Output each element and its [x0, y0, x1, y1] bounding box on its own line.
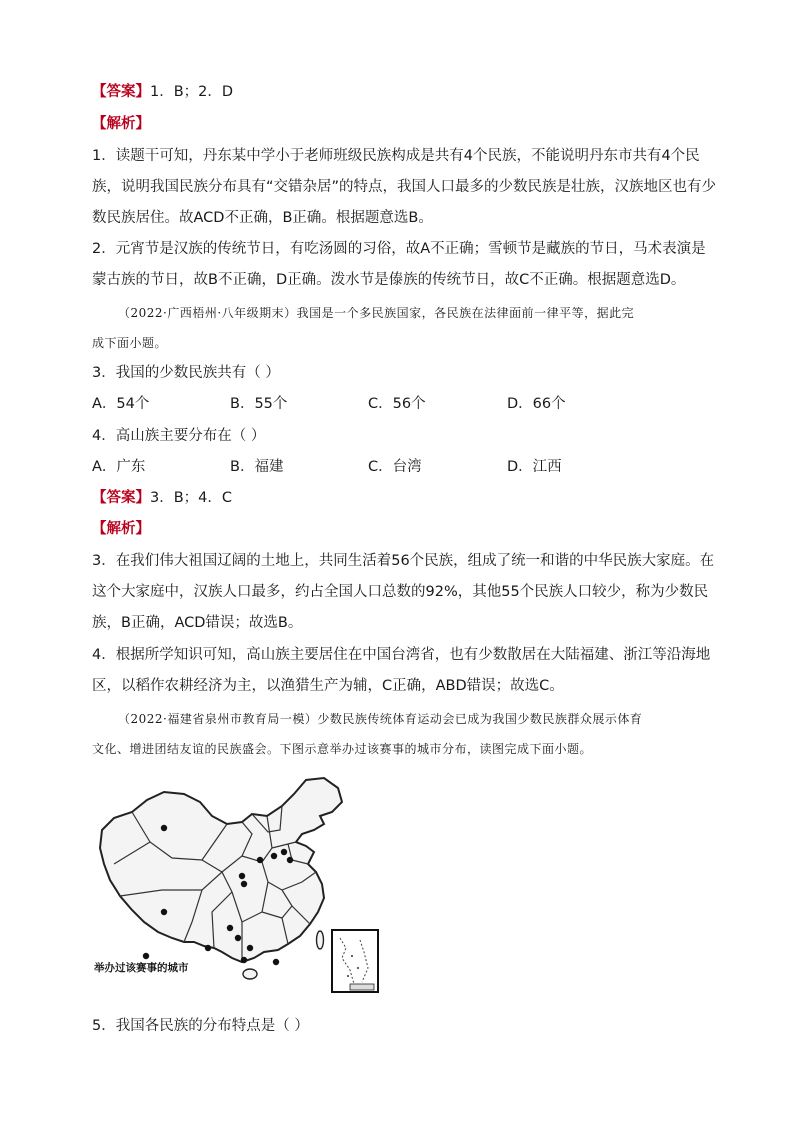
- city-dot: [161, 825, 167, 831]
- city-dot: [143, 953, 149, 959]
- answer-line-1: [92, 82, 233, 102]
- city-dot: [227, 925, 233, 931]
- q3-option-a: A．54个: [92, 396, 150, 412]
- answer-label: 【答案】: [92, 84, 150, 100]
- china-map-svg: [92, 772, 392, 994]
- hainan-island: [243, 969, 257, 979]
- analysis-4-line-2: 区，以稻作农耕经济为主，以渔猎生产为辅，C正确，ABD错误；故选C。: [92, 678, 564, 694]
- city-dot: [271, 853, 277, 859]
- question-intro-1-line-1: （2022·广西梧州·八年级期末）我国是一个多民族国家，各民族在法律面前一律平等，据此完: [118, 306, 635, 320]
- china-outline: [100, 778, 342, 962]
- analysis-label: 【解析】: [92, 116, 150, 132]
- analysis-label-2: 【解析】: [92, 521, 150, 537]
- city-dot: [287, 857, 293, 863]
- answer-text-2: 3．B；4．C: [150, 490, 233, 506]
- map-legend-label: 举办过该赛事的城市: [94, 962, 189, 974]
- analysis-3-line-2: 这个大家庭中，汉族人口最多，约占全国人口总数的92%，其他55个民族人口较少，称为少数民: [92, 584, 709, 600]
- q4-option-b: B．福建: [230, 459, 284, 475]
- question-4: 4．高山族主要分布在（ ）: [92, 428, 266, 444]
- city-dot: [161, 909, 167, 915]
- question-5: 5．我国各民族的分布特点是（ ）: [92, 1018, 309, 1034]
- city-dot: [281, 849, 287, 855]
- taiwan-island: [317, 931, 324, 949]
- analysis-1-line-2: 族，说明我国民族分布具有“交错杂居”的特点，我国人口最多的少数民族是壮族，汉族地区也有少: [92, 179, 717, 195]
- q4-option-d: D．江西: [507, 459, 562, 475]
- answer-line-2: [92, 488, 232, 508]
- city-dot: [257, 857, 263, 863]
- question-intro-2-line-2: 文化、增进团结友谊的民族盛会。下图示意举办过该赛事的城市分布，读图完成下面小题。: [92, 742, 593, 756]
- analysis-2-line-1: 2．元宵节是汉族的传统节日，有吃汤圆的习俗，故A不正确；雪顿节是藏族的节日，马术表演是: [92, 241, 706, 257]
- city-dot: [239, 873, 245, 879]
- q3-option-c: C．56个: [368, 396, 426, 412]
- answer-text: 1．B；2．D: [150, 84, 234, 100]
- city-dot: [273, 959, 279, 965]
- south-china-sea-inset: [332, 930, 378, 992]
- analysis-4-line-1: 4．根据所学知识可知，高山族主要居住在中国台湾省，也有少数散居在大陆福建、浙江等沿海地: [92, 647, 711, 663]
- answer-label-2: 【答案】: [92, 490, 150, 506]
- city-dot: [241, 957, 247, 963]
- analysis-3-line-1: 3．在我们伟大祖国辽阔的土地上，共同生活着56个民族，组成了统一和谐的中华民族大家庭。在: [92, 553, 715, 569]
- city-dot: [247, 945, 253, 951]
- city-dot: [235, 935, 241, 941]
- q3-option-d: D．66个: [507, 396, 566, 412]
- analysis-3-line-3: 族，B正确，ACD错误；故选B。: [92, 615, 303, 631]
- question-intro-1-line-2: 成下面小题。: [92, 336, 168, 350]
- city-dot: [205, 945, 211, 951]
- city-dot: [241, 881, 247, 887]
- analysis-2-line-2: 蒙古族的节日，故B不正确，D正确。泼水节是傣族的传统节日，故C不正确。根据题意选D。: [92, 272, 686, 288]
- q4-option-a: A．广东: [92, 459, 146, 475]
- china-map-figure: [92, 772, 392, 994]
- q3-option-b: B．55个: [230, 396, 288, 412]
- question-3: 3．我国的少数民族共有（ ）: [92, 365, 280, 381]
- analysis-1-line-1: 1．读题干可知，丹东某中学小于老师班级民族构成是共有4个民族，不能说明丹东市共有4个民: [92, 148, 700, 164]
- analysis-1-line-3: 数民族居住。故ACD不正确，B正确。根据题意选B。: [92, 210, 433, 226]
- question-intro-2-line-1: （2022·福建省泉州市教育局一模）少数民族传统体育运动会已成为我国少数民族群众展示体育: [118, 712, 643, 726]
- q4-option-c: C．台湾: [368, 459, 422, 475]
